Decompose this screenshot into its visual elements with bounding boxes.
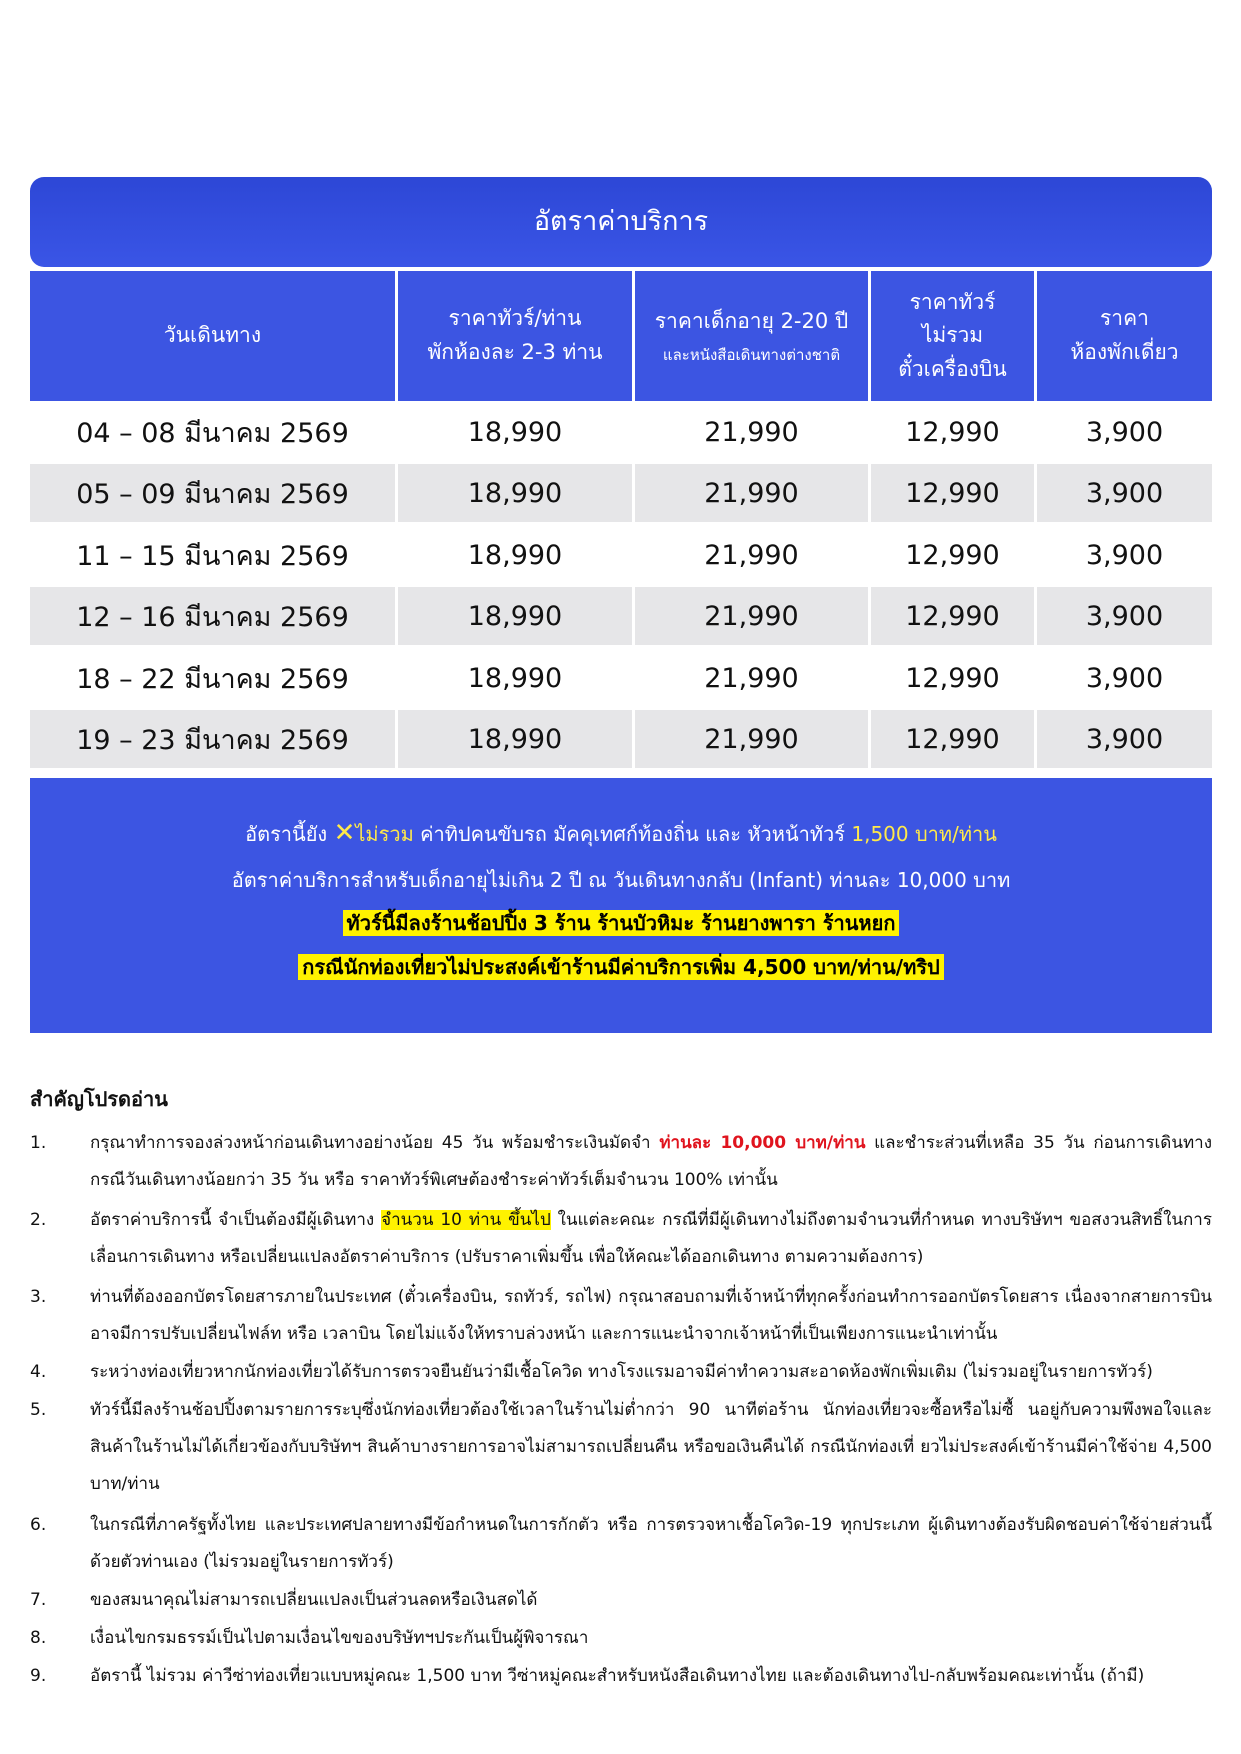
item-number: 2. <box>30 1210 47 1230</box>
item-text-c: และชำระส่วนที่เหลือ 35 วัน ก่อนการเดินทาง กรณีวันเดินทางน้อยกว่า 35 วัน หรือ ราคาทัวร์พิเศษต้องชำระค่าทัวร์เต็มจำนวน 100% เท่านั้น <box>90 1133 1212 1190</box>
header-single-line2: ห้องพักเดี่ยว <box>1070 340 1179 364</box>
item-text <box>90 1125 1212 1199</box>
item-number: 1. <box>30 1133 47 1153</box>
note-line-infant: อัตราค่าบริการสำหรับเด็กอายุไม่เกิน 2 ปี ณ วันเดินทางกลับ (Infant) ท่านละ 10,000 บาท <box>231 868 1011 892</box>
note-prefix: อัตรานี้ยัง <box>245 822 328 846</box>
cell-child-price: 21,990 <box>635 526 868 584</box>
item-text: ทัวร์นี้มีลงร้านช้อปปิ้งตามรายการระบุซึ่งนักท่องเที่ยวต้องใช้เวลาในร้านไม่ต่ำกว่า 90 นาทีต่อร้าน นักท่องเที่ยวจะซื้อหรือไม่ซื้ นอยู่กับความพึงพอใจและสินค้าในร้านไม่ได้เกี่ยวข้องกับบริษัทฯ สินค้าบางรายการอาจไม่สามารถเปลี่ยนคืน หรือขอเงินคืนได้ กรณีนักท่องเที่ ยวไม่ประสงค์เข้าร้านมีค่าใช้จ่าย 4,500 บาท/ท่าน <box>90 1400 1212 1494</box>
cell-date: 18 – 22 มีนาคม 2569 <box>30 649 395 707</box>
note-line-shopping <box>30 907 1212 939</box>
cell-child-price: 21,990 <box>635 710 868 768</box>
header-noflight-line1: ราคาทัวร์ <box>909 289 996 314</box>
header-child-line1: ราคาเด็กอายุ 2-20 ปี <box>654 309 849 334</box>
header-adult-price <box>398 271 632 401</box>
price-notes-box <box>30 778 1212 1033</box>
note-tip-price: 1,500 บาท/ท่าน <box>851 822 997 846</box>
cell-date: 19 – 23 มีนาคม 2569 <box>30 710 395 768</box>
note-line-shopping-fee <box>30 951 1212 983</box>
shopping-fee-highlight: กรณีนักท่องเที่ยวไม่ประสงค์เข้าร้านมีค่าบริการเพิ่ม 4,500 บาท/ท่าน/ทริป <box>298 954 943 980</box>
header-travel-date <box>30 271 395 401</box>
cell-noflight-price: 12,990 <box>871 464 1034 522</box>
cell-adult-price: 18,990 <box>398 403 632 461</box>
item-text-a: กรุณาทำการจองล่วงหน้าก่อนเดินทางอย่างน้อย 45 วัน พร้อมชำระเงินมัดจำ <box>90 1133 660 1153</box>
header-noflight-line3: ตั๋วเครื่องบิน <box>898 356 1007 381</box>
item-number: 4. <box>30 1362 47 1382</box>
item-text: ในกรณีที่ภาครัฐทั้งไทย และประเทศปลายทางมีข้อกำหนดในการกักตัว หรือ การตรวจหาเชื้อโควิด-19 ทุกประเภท ผู้เดินทางต้องรับผิดชอบค่าใช้จ่ายส่วนนี้ด้วยตัวท่านเอง (ไม่รวมอยู่ในรายการทัวร์) <box>90 1515 1212 1572</box>
cell-single-room: 3,900 <box>1037 526 1212 584</box>
item-text: ของสมนาคุณไม่สามารถเปลี่ยนแปลงเป็นส่วนลดหรือเงินสดได้ <box>90 1590 538 1610</box>
item-number: 6. <box>30 1515 47 1535</box>
cell-child-price: 21,990 <box>635 587 868 645</box>
cell-child-price: 21,990 <box>635 464 868 522</box>
item-number: 3. <box>30 1287 47 1307</box>
header-adult-line1: ราคาทัวร์/ท่าน <box>448 306 582 331</box>
table-row <box>30 526 1212 584</box>
item-text: อัตรานี้ ไม่รวม ค่าวีซ่าท่องเที่ยวแบบหมู่คณะ 1,500 บาท วีซ่าหมู่คณะสำหรับหนังสือเดินทางไทย และต้องเดินทางไป-กลับพร้อมคณะเท่านั้น (ถ้ามี) <box>90 1666 1145 1686</box>
cell-noflight-price: 12,990 <box>871 526 1034 584</box>
table-row <box>30 587 1212 645</box>
item-number: 8. <box>30 1628 47 1648</box>
cell-date: 11 – 15 มีนาคม 2569 <box>30 526 395 584</box>
item-number: 5. <box>30 1400 47 1420</box>
item-text: ท่านที่ต้องออกบัตรโดยสารภายในประเทศ (ตั๋วเครื่องบิน, รถทัวร์, รถไฟ) กรุณาสอบถามที่เจ้าหน้าที่ทุกครั้งก่อนทำการออกบัตรโดยสาร เนื่องจากสายการบินอาจมีการปรับเปลี่ยนไฟล์ท หรือ เวลาบิน โดยไม่แจ้งให้ทราบล่วงหน้า และการแนะนำจากเจ้าหน้าที่เป็นเพียงการแนะนำเท่านั้น <box>90 1287 1212 1344</box>
cell-single-room: 3,900 <box>1037 649 1212 707</box>
cell-date: 12 – 16 มีนาคม 2569 <box>30 587 395 645</box>
important-title: สำคัญโปรดอ่าน <box>30 1087 168 1111</box>
table-row <box>30 403 1212 461</box>
cell-noflight-price: 12,990 <box>871 403 1034 461</box>
table-row <box>30 464 1212 522</box>
note-tip-text: ค่าทิปคนขับรถ มัคคุเทศก์ท้องถิ่น และ หัวหน้าทัวร์ <box>413 822 852 846</box>
item-text: ระหว่างท่องเที่ยวหากนักท่องเที่ยวได้รับการตรวจยืนยันว่ามีเชื้อโควิด ทางโรงแรมอาจมีค่าทำความสะอาดห้องพักเพิ่มเติม (ไม่รวมอยู่ในรายการทัวร์) <box>90 1362 1153 1382</box>
deposit-amount: ท่านละ 10,000 บาท/ท่าน <box>659 1133 866 1153</box>
item-text <box>90 1202 1212 1276</box>
cell-adult-price: 18,990 <box>398 649 632 707</box>
cell-noflight-price: 12,990 <box>871 649 1034 707</box>
cell-single-room: 3,900 <box>1037 710 1212 768</box>
cell-child-price: 21,990 <box>635 403 868 461</box>
header-child-line2: และหนังสือเดินทางต่างชาติ <box>662 345 841 364</box>
rate-table-title: อัตราค่าบริการ <box>30 177 1212 267</box>
cell-adult-price: 18,990 <box>398 587 632 645</box>
header-single-room <box>1037 271 1212 401</box>
cell-adult-price: 18,990 <box>398 526 632 584</box>
header-noflight-line2: ไม่รวม <box>921 323 984 348</box>
cell-noflight-price: 12,990 <box>871 710 1034 768</box>
shopping-highlight: ทัวร์นี้มีลงร้านช้อปปิ้ง 3 ร้าน ร้านบัวหิมะ ร้านยางพารา ร้านหยก <box>343 910 900 936</box>
cell-date: 05 – 09 มีนาคม 2569 <box>30 464 395 522</box>
cell-single-room: 3,900 <box>1037 403 1212 461</box>
cell-single-room: 3,900 <box>1037 587 1212 645</box>
cell-adult-price: 18,990 <box>398 710 632 768</box>
item-text-a: อัตราค่าบริการนี้ จำเป็นต้องมีผู้เดินทาง <box>90 1210 382 1230</box>
cell-date: 04 – 08 มีนาคม 2569 <box>30 403 395 461</box>
header-date-label: วันเดินทาง <box>163 323 262 348</box>
header-child-price <box>635 271 868 401</box>
not-included-label: ไม่รวม <box>355 822 414 846</box>
item-number: 7. <box>30 1590 47 1610</box>
item-text-c: ในแต่ละคณะ กรณีที่มีผู้เดินทางไม่ถึงตามจำนวนที่กำหนด ทางบริษัทฯ ขอสงวนสิทธิ์ในการเลื่อนการเดินทาง หรือเปลี่ยนแปลงอัตราค่าบริการ (ปรับราคาเพิ่มขึ้น เพื่อให้คณะได้ออกเดินทาง ตามความต้องการ) <box>90 1210 1212 1267</box>
min-travelers-highlight: จำนวน 10 ท่าน ขึ้นไป <box>381 1210 551 1230</box>
cross-icon: ✕ <box>333 818 356 848</box>
header-single-line1: ราคา <box>1100 306 1149 331</box>
note-line-exclusions <box>30 818 1212 850</box>
table-row <box>30 710 1212 768</box>
header-noflight-price <box>871 271 1034 401</box>
table-header <box>30 271 1212 401</box>
table-row <box>30 649 1212 707</box>
cell-noflight-price: 12,990 <box>871 587 1034 645</box>
cell-child-price: 21,990 <box>635 649 868 707</box>
item-text: เงื่อนไขกรมธรรม์เป็นไปตามเงื่อนไขของบริษัทฯประกันเป็นผู้พิจารณา <box>90 1628 589 1648</box>
header-adult-line2: พักห้องละ 2-3 ท่าน <box>427 340 603 364</box>
cell-adult-price: 18,990 <box>398 464 632 522</box>
item-number: 9. <box>30 1666 47 1686</box>
cell-single-room: 3,900 <box>1037 464 1212 522</box>
